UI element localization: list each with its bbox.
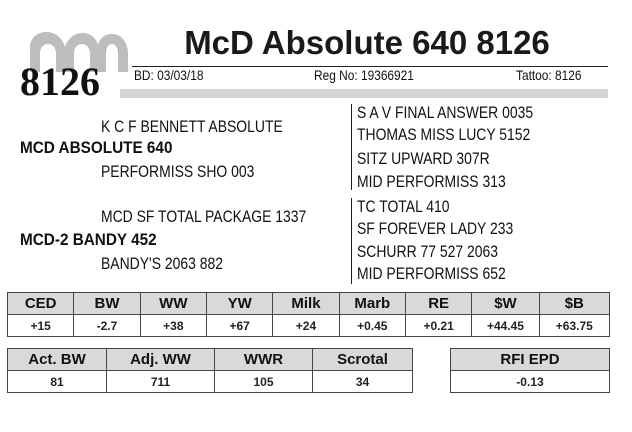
rfi-value: -0.13 [451, 371, 610, 393]
epd-header-yw: YW [206, 293, 272, 315]
performance-value-row [8, 371, 413, 393]
tattoo: Tattoo: 8126 [516, 67, 582, 83]
epd-value-yw: +67 [206, 315, 272, 337]
perf-header-act-bw: Act. BW [8, 349, 107, 371]
epd-table [7, 292, 610, 337]
sire-dam: PERFORMISS SHO 003 [101, 162, 255, 181]
perf-value-scrotal: 34 [313, 371, 413, 393]
pedigree-bracket-lower [351, 198, 352, 284]
performance-header-row [8, 349, 413, 371]
epd-value-milk: +24 [273, 315, 339, 337]
header-gray-band [120, 89, 608, 98]
perf-value-adj-ww: 711 [107, 371, 215, 393]
epd-value-marb: +0.45 [339, 315, 405, 337]
sire: MCD ABSOLUTE 640 [20, 138, 173, 157]
right-upper-4: MID PERFORMISS 313 [357, 172, 506, 191]
sire-sire: K C F BENNETT ABSOLUTE [101, 117, 283, 136]
performance-table [7, 348, 413, 393]
right-upper-2: THOMAS MISS LUCY 5152 [357, 125, 531, 144]
registration-number: Reg No: 19366921 [314, 67, 414, 83]
epd-value-row [8, 315, 610, 337]
perf-value-wwr: 105 [215, 371, 313, 393]
perf-header-scrotal: Scrotal [313, 349, 413, 371]
rfi-header-row [451, 349, 610, 371]
right-upper-3: SITZ UPWARD 307R [357, 149, 490, 168]
epd-header-ced: CED [8, 293, 74, 315]
epd-value-b-index: +63.75 [539, 315, 609, 337]
right-upper-1: S A V FINAL ANSWER 0035 [357, 103, 534, 122]
epd-header-w-index: $W [472, 293, 539, 315]
right-lower-1: TC TOTAL 410 [357, 197, 450, 216]
dam: MCD-2 BANDY 452 [20, 230, 157, 249]
dam-dam: BANDY'S 2063 882 [101, 254, 224, 273]
epd-value-ced: +15 [8, 315, 74, 337]
right-lower-3: SCHURR 77 527 2063 [357, 242, 499, 261]
rfi-value-row [451, 371, 610, 393]
epd-value-ww: +38 [140, 315, 206, 337]
animal-name-title: McD Absolute 640 8126 [184, 24, 550, 61]
pedigree-bracket-upper [351, 104, 352, 190]
epd-header-re: RE [405, 293, 471, 315]
perf-value-act-bw: 81 [8, 371, 107, 393]
perf-header-wwr: WWR [215, 349, 313, 371]
epd-header-milk: Milk [273, 293, 339, 315]
rfi-header: RFI EPD [451, 349, 610, 371]
rfi-table [450, 348, 610, 393]
epd-header-row [8, 293, 610, 315]
epd-header-marb: Marb [339, 293, 405, 315]
right-lower-2: SF FOREVER LADY 233 [357, 219, 514, 238]
perf-header-adj-ww: Adj. WW [107, 349, 215, 371]
dam-sire: MCD SF TOTAL PACKAGE 1337 [101, 207, 307, 226]
lot-number: 8126 [20, 59, 100, 104]
epd-header-b-index: $B [539, 293, 609, 315]
epd-value-bw: -2.7 [74, 315, 140, 337]
right-lower-4: MID PERFORMISS 652 [357, 264, 506, 283]
birth-date: BD: 03/03/18 [134, 67, 204, 83]
epd-header-bw: BW [74, 293, 140, 315]
epd-value-w-index: +44.45 [472, 315, 539, 337]
epd-header-ww: WW [140, 293, 206, 315]
epd-value-re: +0.21 [405, 315, 471, 337]
